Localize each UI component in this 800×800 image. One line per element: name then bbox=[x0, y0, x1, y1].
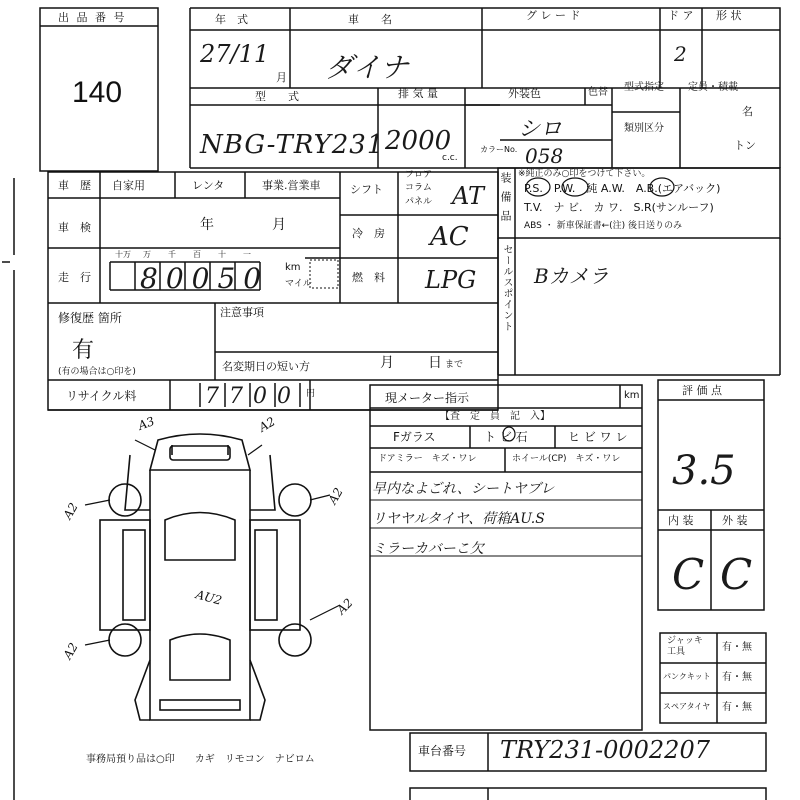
pw-circle bbox=[562, 178, 588, 196]
history-rental: レンタ bbox=[192, 179, 225, 192]
tool-puncture-kit-value: 有・無 bbox=[722, 672, 752, 683]
evaluation-label: 評 価 点 bbox=[682, 384, 722, 397]
glass-label: Fガラス bbox=[393, 430, 436, 444]
repair-note: (有の場合は○印を) bbox=[58, 367, 136, 377]
ps-circle bbox=[526, 178, 550, 196]
displacement-label: 排 気 量 bbox=[398, 87, 438, 100]
equipment-line1: P.S. P.W. 純 A.W. A.B.(エアバック) bbox=[524, 182, 721, 195]
repair-value: 有 bbox=[72, 338, 95, 363]
displacement-value: 2000 bbox=[385, 126, 452, 156]
damage-mark-a2-rear-left: A2 bbox=[60, 640, 81, 662]
lot-label: 出 品 番 号 bbox=[58, 11, 127, 24]
right-front-fender bbox=[250, 455, 275, 510]
mirror-label: ドアミラー キズ・ワレ bbox=[378, 454, 477, 464]
cab-roof bbox=[170, 446, 230, 460]
right-door bbox=[255, 530, 277, 620]
year-month-unit: 月 bbox=[276, 71, 287, 84]
equipment-note: ※純正のみ○印をつけて下さい。 bbox=[518, 169, 651, 179]
capacity-label: 定員・積載 bbox=[688, 82, 738, 93]
ab-circle bbox=[650, 178, 674, 196]
equipment-line3: ABS ・ 新車保証書←(注) 後日送りのみ bbox=[524, 221, 683, 231]
remark-line-3: ミラーカバーこ欠 bbox=[372, 541, 484, 557]
shape-label: 形 状 bbox=[716, 9, 742, 22]
chassis-value: TRY231-0002207 bbox=[500, 736, 710, 764]
interior-value: C bbox=[672, 550, 705, 599]
sales-point-label: セールスポイント bbox=[501, 244, 512, 332]
damage-mark-a3: A3 bbox=[136, 414, 157, 433]
meter-unit: km bbox=[624, 390, 640, 401]
wheel-label: ホイール(CP) キズ・ワレ bbox=[512, 454, 621, 464]
class-label: 類別区分 bbox=[624, 123, 664, 134]
remark-line-2: リヤヤルタイヤ、荷箱AU.S bbox=[372, 511, 545, 527]
front-right-wheel bbox=[279, 484, 311, 516]
left-door bbox=[123, 530, 145, 620]
digit-label-2: 千 bbox=[168, 250, 176, 259]
right-side-panel bbox=[250, 520, 300, 630]
km-unit: km bbox=[285, 262, 301, 273]
remark-line-1: 早内なよごれ、シートヤブレ bbox=[372, 481, 555, 497]
recycle-value: 7700 bbox=[205, 384, 301, 409]
notes-expiry-label: 名変期日の短い方 bbox=[222, 360, 310, 373]
color-value: シロ bbox=[518, 117, 563, 142]
capacity-unit-tons: トン bbox=[734, 139, 756, 152]
recycle-label: リサイクル料 bbox=[66, 389, 137, 403]
interior-label: 内 装 bbox=[668, 514, 694, 527]
front-left-wheel bbox=[109, 484, 141, 516]
inspection-label: 車 検 bbox=[58, 221, 91, 234]
cc-unit: c.c. bbox=[442, 153, 458, 163]
capacity-unit-persons: 名 bbox=[742, 105, 753, 118]
meter-label: 現メーター指示 bbox=[385, 391, 470, 405]
damage-mark-a2-front: A2 bbox=[256, 414, 278, 435]
tool-jack: ジャッキ工具 bbox=[667, 636, 703, 657]
type-label: 型 式 bbox=[255, 90, 299, 103]
year-value: 27/11 bbox=[200, 40, 270, 68]
rear-left-wheel bbox=[109, 624, 141, 656]
rear-right-wheel bbox=[279, 624, 311, 656]
color-code-label: カラーNo. bbox=[480, 145, 518, 154]
mileage-label: 走 行 bbox=[58, 271, 91, 284]
office-note: 事務局預り品は○印 カギ リモコン ナビロム bbox=[86, 754, 315, 765]
rear-window bbox=[170, 634, 230, 680]
equipment-line2: T.V. ナ ビ. カ ワ. S.R(サンルーフ) bbox=[524, 201, 714, 214]
cab-front bbox=[150, 434, 250, 470]
glass-option-1: ト ビ 石 bbox=[484, 430, 528, 444]
digit-label-1: 万 bbox=[143, 250, 151, 259]
tool-jack-value: 有・無 bbox=[722, 642, 752, 653]
repair-label: 修復歴 箇所 bbox=[58, 311, 122, 325]
mile-unit: マイル bbox=[285, 279, 312, 289]
rear-left-corner bbox=[135, 660, 150, 720]
ac-value: AC bbox=[430, 222, 469, 252]
type-value: NBG-TRY231 bbox=[200, 130, 385, 160]
notes-day: 日 bbox=[428, 355, 442, 371]
car-name-value: ダイナ bbox=[325, 51, 409, 84]
equipment-label: 装備品 bbox=[499, 172, 512, 229]
left-side-panel bbox=[100, 520, 150, 630]
glass-option-2: ヒ ビ ワ レ bbox=[568, 430, 628, 444]
notes-until: まで bbox=[445, 360, 464, 370]
digit-label-3: 百 bbox=[193, 250, 201, 259]
shift-option-floor: フロア bbox=[405, 170, 433, 180]
chassis-label: 車台番号 bbox=[418, 744, 467, 758]
digit-label-0: 十万 bbox=[115, 250, 131, 259]
rear-bumper bbox=[160, 700, 240, 710]
history-business: 事業.営業車 bbox=[262, 179, 321, 192]
history-private: 自家用 bbox=[112, 179, 145, 192]
damage-mark-au2: AU2 bbox=[194, 587, 224, 608]
ac-label: 冷 房 bbox=[352, 227, 385, 240]
door-value: 2 bbox=[674, 42, 687, 66]
evaluation-score: 3.5 bbox=[672, 448, 736, 494]
name-label: 車 名 bbox=[348, 13, 392, 26]
stone-chip-circle bbox=[503, 427, 515, 441]
recycle-unit: 円 bbox=[306, 389, 316, 399]
shift-option-column: コラム bbox=[405, 183, 432, 193]
tool-spare-tire-value: 有・無 bbox=[722, 702, 752, 713]
damage-mark-a2-right: A2 bbox=[325, 485, 346, 507]
left-front-fender bbox=[125, 455, 150, 510]
fuel-label: 燃 料 bbox=[352, 271, 385, 284]
year-label: 年 式 bbox=[215, 13, 248, 26]
shift-option-panel: パネル bbox=[405, 197, 433, 207]
tool-puncture-kit: パンクキット bbox=[663, 672, 711, 681]
inspector-label: 【査 定 員 記 入】 bbox=[440, 411, 550, 422]
damage-mark-a2-left: A2 bbox=[60, 500, 81, 522]
inspection-month-unit: 月 bbox=[272, 217, 286, 233]
grade-label: グ レ ー ド bbox=[526, 9, 581, 22]
color-label: 外装色 bbox=[508, 87, 541, 100]
damage-mark-a2-rear-right: A2 bbox=[334, 595, 356, 618]
shift-label: シフト bbox=[350, 183, 383, 196]
history-label: 車 歴 bbox=[58, 179, 91, 192]
notes-label: 注意事項 bbox=[220, 306, 264, 319]
digit-label-4: 十 bbox=[218, 250, 226, 259]
exterior-value: C bbox=[720, 550, 753, 599]
tool-spare-tire: スペアタイヤ bbox=[663, 702, 711, 711]
inspection-year-unit: 年 bbox=[200, 217, 214, 233]
color-no-label: 色替 bbox=[588, 87, 608, 98]
model-spec-label: 型式指定 bbox=[624, 82, 664, 93]
notes-month: 月 bbox=[380, 355, 394, 371]
digit-label-5: 一 bbox=[243, 250, 251, 259]
windshield bbox=[165, 513, 235, 561]
door-label: ド ア bbox=[668, 9, 694, 22]
color-code-value: 058 bbox=[525, 144, 564, 168]
sales-point-value: Bカメラ bbox=[534, 264, 609, 288]
lot-number: 140 bbox=[72, 76, 123, 109]
shift-value: AT bbox=[452, 182, 485, 210]
rear-right-corner bbox=[250, 660, 265, 720]
exterior-label: 外 装 bbox=[722, 514, 748, 527]
mileage-value: 80050 bbox=[140, 262, 270, 295]
fuel-value: LPG bbox=[425, 266, 477, 294]
